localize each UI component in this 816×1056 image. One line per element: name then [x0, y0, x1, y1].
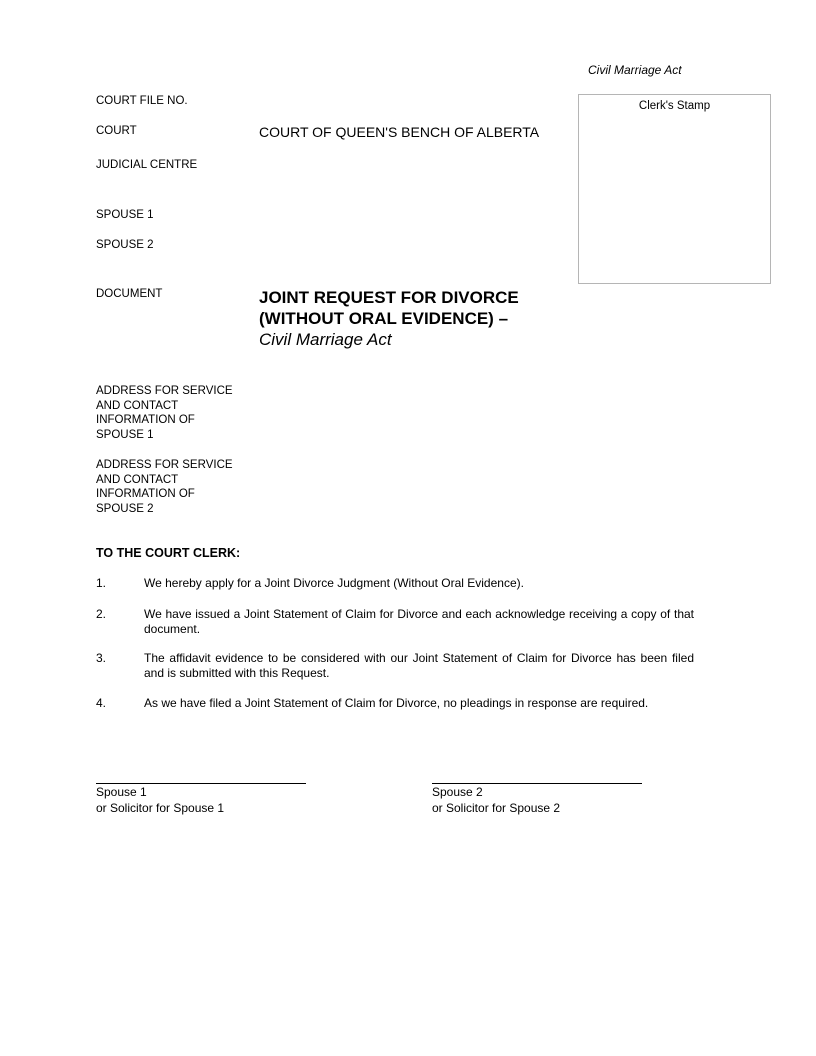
- clerks-stamp-label: Clerk's Stamp: [638, 100, 711, 112]
- item-text: We have issued a Joint Statement of Claim for Divorce and each acknowledge receiving a copy of that document.: [144, 607, 694, 636]
- item-text: The affidavit evidence to be considered with our Joint Statement of Claim for Divorce has been filed and is submitted with this Request.: [144, 651, 694, 680]
- title-line2: (WITHOUT ORAL EVIDENCE) –: [259, 309, 509, 328]
- title-line1: JOINT REQUEST FOR DIVORCE: [259, 288, 519, 307]
- signature-block-spouse1: [96, 783, 306, 816]
- court-name: COURT OF QUEEN'S BENCH OF ALBERTA: [259, 124, 540, 140]
- address2-line: SPOUSE 2: [96, 502, 154, 515]
- item-number: 1.: [96, 576, 107, 590]
- clerks-stamp-box: [578, 94, 771, 284]
- document-title: [259, 287, 579, 350]
- document-label: DOCUMENT: [96, 288, 163, 300]
- item-number: 4.: [96, 696, 107, 710]
- court-label: COURT: [96, 125, 137, 137]
- address1-line: SPOUSE 1: [96, 428, 154, 441]
- signature-sublabel: or Solicitor for Spouse 2: [432, 801, 561, 815]
- signature-block-spouse2: [432, 783, 642, 816]
- signature-label: Spouse 1: [96, 785, 147, 799]
- court-clerk-heading: TO THE COURT CLERK:: [96, 546, 241, 560]
- address1-line: AND CONTACT: [96, 399, 179, 412]
- act-header: Civil Marriage Act: [588, 63, 682, 77]
- item-text: We hereby apply for a Joint Divorce Judgment (Without Oral Evidence).: [144, 576, 524, 590]
- item-number: 2.: [96, 607, 107, 621]
- item-text: As we have filed a Joint Statement of Claim for Divorce, no pleadings in response are required.: [144, 696, 649, 710]
- address1-line: ADDRESS FOR SERVICE: [96, 385, 233, 397]
- item-number: 3.: [96, 651, 107, 665]
- spouse2-label: SPOUSE 2: [96, 239, 154, 251]
- address-spouse1-label: [96, 384, 233, 442]
- signature-sublabel: or Solicitor for Spouse 1: [96, 801, 225, 815]
- court-file-no-label: COURT FILE NO.: [96, 95, 188, 107]
- address2-line: INFORMATION OF: [96, 488, 195, 500]
- title-line3: Civil Marriage Act: [259, 330, 392, 349]
- address2-line: AND CONTACT: [96, 473, 179, 486]
- address2-line: ADDRESS FOR SERVICE: [96, 459, 233, 471]
- address-spouse2-label: [96, 458, 233, 516]
- address1-line: INFORMATION OF: [96, 414, 195, 426]
- signature-label: Spouse 2: [432, 785, 483, 799]
- spouse1-label: SPOUSE 1: [96, 209, 154, 221]
- judicial-centre-label: JUDICIAL CENTRE: [96, 159, 198, 171]
